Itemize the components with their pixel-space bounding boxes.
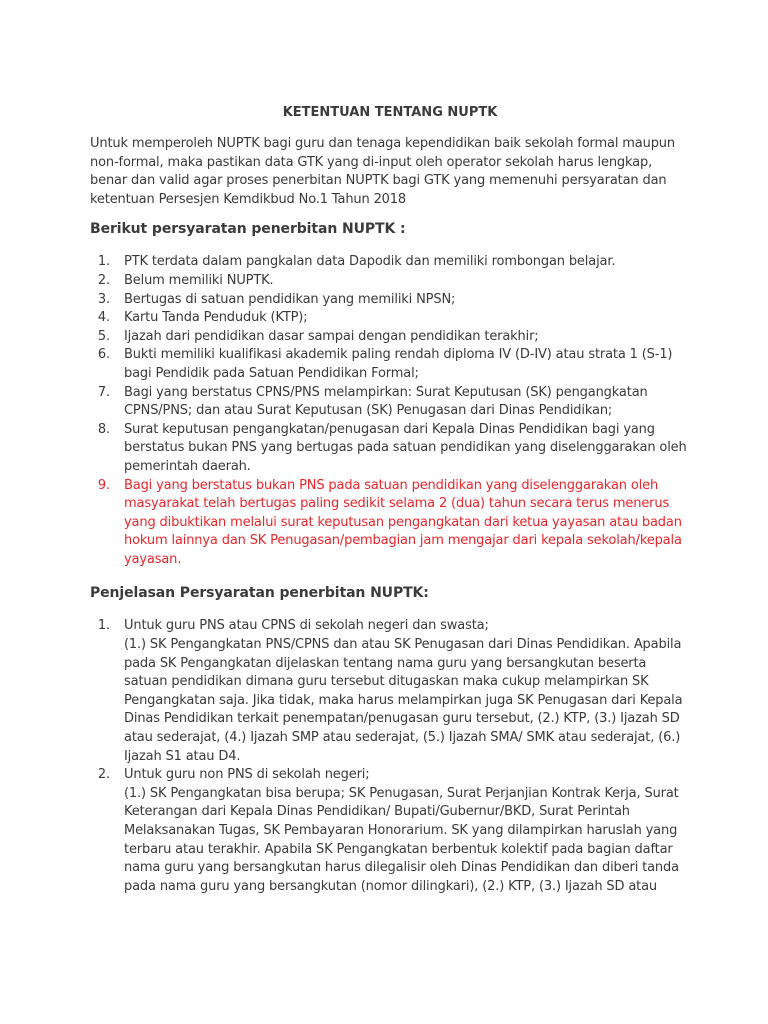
list-item: 2. Untuk guru non PNS di sekolah negeri; (1.) SK Pengangkatan bisa berupa; SK Penugasan, Surat Perjanjian Kontrak Kerja, Surat Keterangan dari Kepala Dinas Pendidikan/ Bupati/Gubernur/BKD, Surat Perintah Melaksanakan Tugas, SK Pembayaran Honorarium. SK yang dilampirkan haruslah yang terbaru atau terakhir. Apabila SK Pengangkatan berbentuk kolektif pada bagian daftar nama guru yang bersangkutan harus dilegalisir oleh Dinas Pendidikan dan diberi tanda pada nama guru yang bersangkutan (nomor dilingkari), (2.) KTP, (3.) Ijazah SD atau <box>90 766 690 896</box>
intro-paragraph: Untuk memperoleh NUPTK bagi guru dan tenaga kependidikan baik sekolah formal maupun non-formal, maka pastikan data GTK yang di-input oleh operator sekolah harus lengkap, benar dan valid agar proses penerbitan NUPTK bagi GTK yang memenuhi persyaratan dan ketentuan Persesjen Kemdikbud No.1 Tahun 2018 <box>90 136 675 207</box>
list-item-text: Kartu Tanda Penduduk (KTP); <box>124 310 308 326</box>
list-item-lead: Untuk guru non PNS di sekolah negeri; <box>124 767 370 783</box>
list-item: 1. PTK terdata dalam pangkalan data Dapodik dan memiliki rombongan belajar. <box>97 254 616 270</box>
list-item: 1. Untuk guru PNS atau CPNS di sekolah negeri dan swasta; (1.) SK Pengangkatan PNS/CPNS dan atau SK Penugasan dari Dinas Pendidikan. Apabila pada SK Pengangkatan dijelaskan tentang nama guru yang bersangkutan beserta satuan pendidikan dimana guru tersebut ditugaskan maka cukup melampirkan SK Pengangkatan saja. Jika tidak, maka harus melampirkan juga SK Penugasan dari Kepala Dinas Pendidikan terkait penempatan/penugasan guru tersebut, (2.) KTP, (3.) Ijazah SD atau sederajat, (4.) Ijazah SMP atau sederajat, (5.) Ijazah SMA/ SMK atau sederajat, (6.) Ijazah S1 atau D4. <box>90 617 690 766</box>
requirements-list <box>90 253 690 569</box>
requirements-heading: Berikut persyaratan penerbitan NUPTK : <box>90 221 406 238</box>
list-item-text: Belum memiliki NUPTK. <box>124 272 274 288</box>
list-item-lead: Untuk guru PNS atau CPNS di sekolah negeri dan swasta; <box>124 618 489 634</box>
list-item-text: PTK terdata dalam pangkalan data Dapodik dan memiliki rombongan belajar. <box>124 254 616 270</box>
list-item: 3. Bertugas di satuan pendidikan yang memiliki NPSN; <box>97 291 456 307</box>
explanation-list <box>90 617 690 896</box>
list-item-detail: (1.) SK Pengangkatan bisa berupa; SK Penugasan, Surat Perjanjian Kontrak Kerja, Surat Keterangan dari Kepala Dinas Pendidikan/ Bupati/Gubernur/BKD, Surat Perintah Melaksanakan Tugas, SK Pembayaran Honorarium. SK yang dilampirkan haruslah yang terbaru atau terakhir. Apabila SK Pengangkatan berbentuk kolektif pada bagian daftar nama guru yang bersangkutan harus dilegalisir oleh Dinas Pendidikan dan diberi tanda pada nama guru yang bersangkutan (nomor dilingkari), (2.) KTP, (3.) Ijazah SD atau <box>124 785 679 894</box>
list-item: 4. Kartu Tanda Penduduk (KTP); <box>97 310 308 326</box>
list-item-text: Bagi yang berstatus bukan PNS pada satuan pendidikan yang diselenggarakan oleh masyarakat telah bertugas paling sedikit selama 2 (dua) tahun secara terus menerus yang dibuktikan melalui surat keputusan pengangkatan dari ketua yayasan atau badan hokum lainnya dan SK Penugasan/pembagian jam mengajar dari kepala sekolah/kepala yayasan. <box>124 477 682 567</box>
list-item: 2. Belum memiliki NUPTK. <box>97 272 274 288</box>
list-item-text: Ijazah dari pendidikan dasar sampai dengan pendidikan terakhir; <box>124 328 539 344</box>
list-item-text: Bertugas di satuan pendidikan yang memiliki NPSN; <box>124 291 456 307</box>
document-page <box>90 104 690 896</box>
list-item-text: Surat keputusan pengangkatan/penugasan dari Kepala Dinas Pendidikan bagi yang berstatus bukan PNS yang bertugas pada satuan pendidikan yang diselenggarakan oleh pemerintah daerah. <box>124 421 687 474</box>
list-item-detail: (1.) SK Pengangkatan PNS/CPNS dan atau SK Penugasan dari Dinas Pendidikan. Apabila pada SK Pengangkatan dijelaskan tentang nama guru yang bersangkutan beserta satuan pendidikan dimana guru tersebut ditugaskan maka cukup melampirkan SK Pengangkatan saja. Jika tidak, maka harus melampirkan juga SK Penugasan dari Kepala Dinas Pendidikan terkait penempatan/penugasan guru tersebut, (2.) KTP, (3.) Ijazah SD atau sederajat, (4.) Ijazah SMP atau sederajat, (5.) Ijazah SMA/ SMK atau sederajat, (6.) Ijazah S1 atau D4. <box>124 637 683 764</box>
list-item: 8. Surat keputusan pengangkatan/penugasan dari Kepala Dinas Pendidikan bagi yang berstatus bukan PNS yang bertugas pada satuan pendidikan yang diselenggarakan oleh pemerintah daerah. <box>97 421 687 474</box>
list-item-text: Bukti memiliki kualifikasi akademik paling rendah diploma IV (D-IV) atau strata 1 (S-1) bagi Pendidik pada Satuan Pendidikan Formal; <box>124 347 673 381</box>
list-item: 6. Bukti memiliki kualifikasi akademik paling rendah diploma IV (D-IV) atau strata 1 (S-1) bagi Pendidik pada Satuan Pendidikan Formal; <box>97 347 673 381</box>
list-item-text: Bagi yang berstatus CPNS/PNS melampirkan: Surat Keputusan (SK) pengangkatan CPNS/PNS; dan atau Surat Keputusan (SK) Penugasan dari Dinas Pendidikan; <box>124 384 648 419</box>
list-item: 5. Ijazah dari pendidikan dasar sampai dengan pendidikan terakhir; <box>97 328 539 344</box>
list-item-highlighted: 9. Bagi yang berstatus bukan PNS pada satuan pendidikan yang diselenggarakan oleh masyarakat telah bertugas paling sedikit selama 2 (dua) tahun secara terus menerus yang dibuktikan melalui surat keputusan pengangkatan dari ketua yayasan atau badan hokum lainnya dan SK Penugasan/pembagian jam mengajar dari kepala sekolah/kepala yayasan. <box>97 477 682 567</box>
explanation-heading: Penjelasan Persyaratan penerbitan NUPTK: <box>90 585 429 602</box>
document-title: KETENTUAN TENTANG NUPTK <box>282 105 498 120</box>
list-item: 7. Bagi yang berstatus CPNS/PNS melampirkan: Surat Keputusan (SK) pengangkatan CPNS/PNS; dan atau Surat Keputusan (SK) Penugasan dari Dinas Pendidikan; <box>97 384 648 419</box>
